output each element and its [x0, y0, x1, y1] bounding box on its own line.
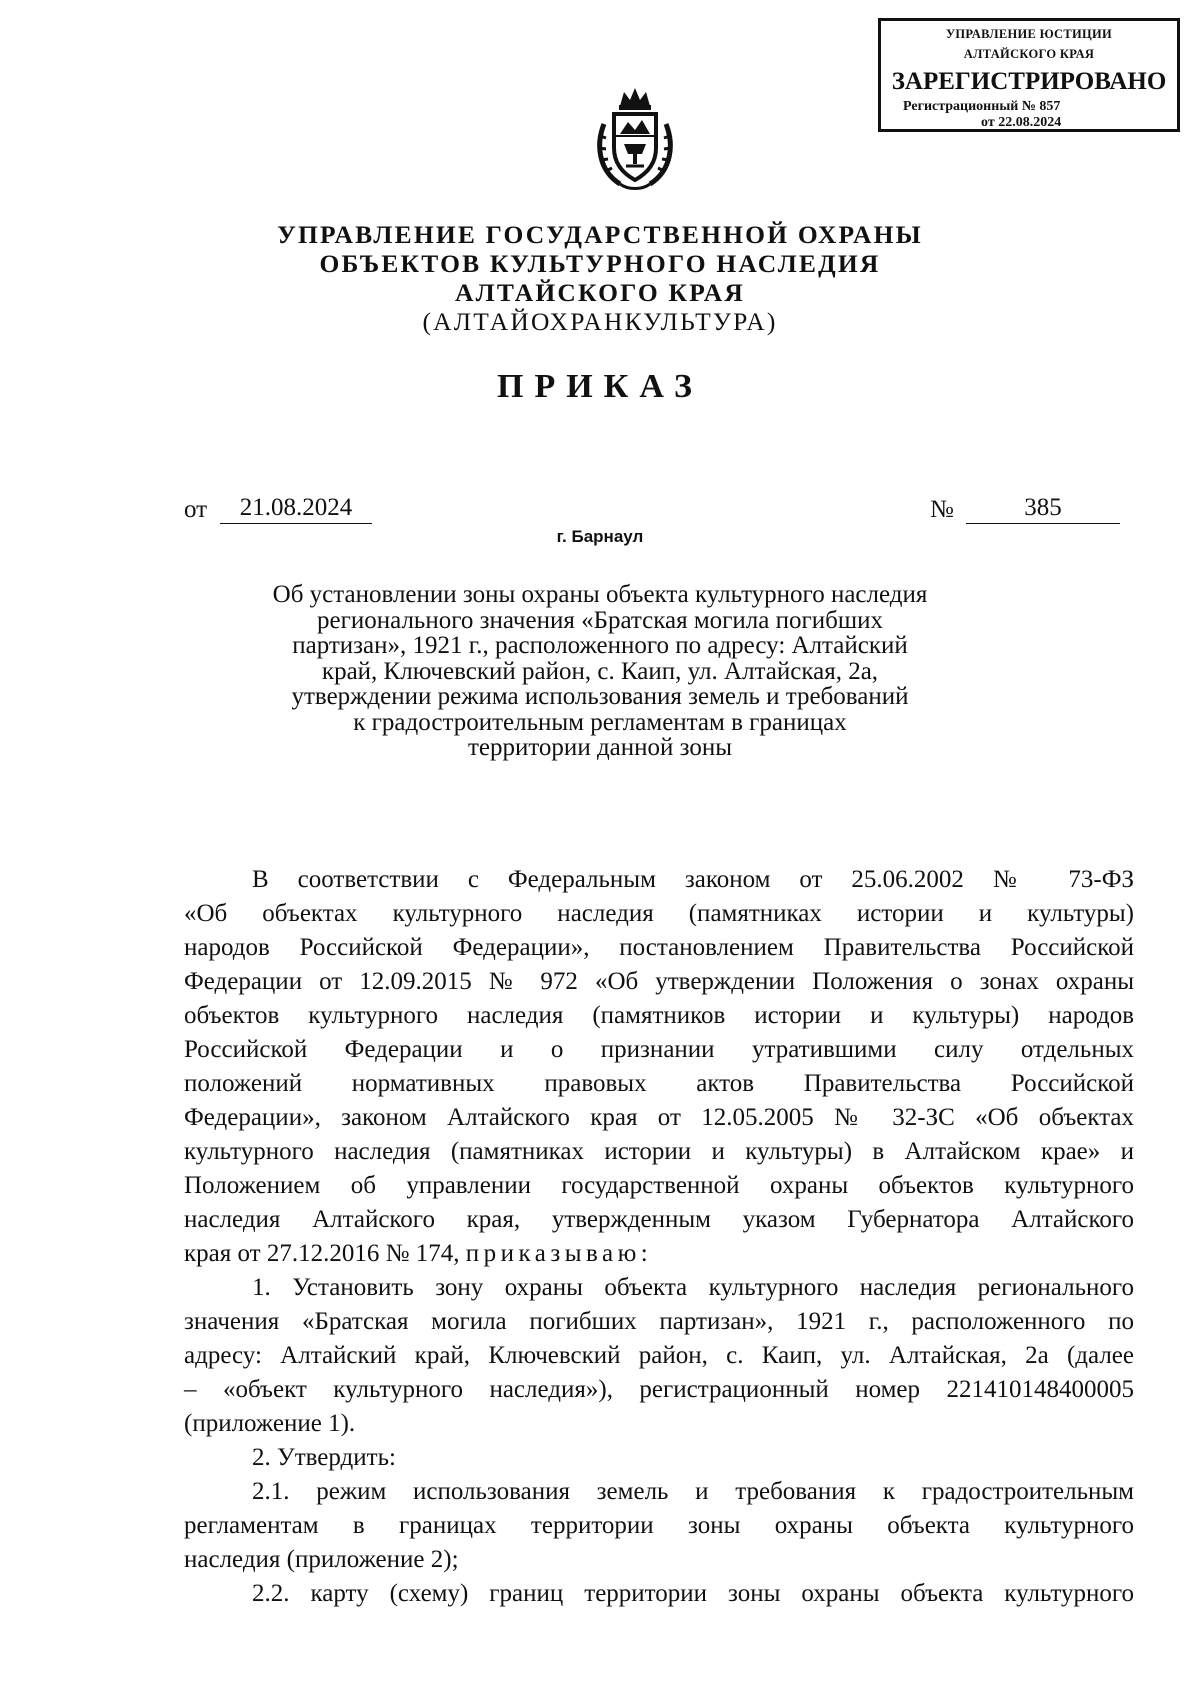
title-line: к градостроительным регламентам в границах — [353, 708, 847, 736]
title-line: территории данной зоны — [467, 734, 733, 761]
order-body — [184, 863, 1134, 1611]
title-line: край, Ключевский район, с. Каип, ул. Алтайская, 2а, — [321, 657, 879, 685]
body-line: адресу: Алтайский край, Ключевский район, с. Каип, ул. Алтайская, 2а (далее — [184, 1342, 1134, 1369]
item-2-1 — [184, 1475, 1134, 1577]
body-line: регламентам в границах территории зоны охраны объекта культурного — [184, 1512, 1134, 1539]
stamp-org-line-2: АЛТАЙСКОГО КРАЯ — [963, 47, 1095, 61]
title-line: Об установлении зоны охраны объекта культурного наследия — [272, 581, 928, 608]
order-title — [0, 582, 1200, 761]
date-label: от — [184, 496, 208, 523]
body-line: Федерации от 12.09.2015 № 972 «Об утверждении Положения о зонах охраны — [184, 968, 1134, 995]
body-line: В соответствии с Федеральным законом от 25.06.2002 № 73-ФЗ — [252, 866, 1134, 893]
body-line: культурного наследия (памятниках истории и культуры) в Алтайском крае» и — [184, 1138, 1134, 1165]
body-line: объектов культурного наследия (памятников истории и культуры) народов — [184, 1002, 1134, 1029]
body-line: – «объект культурного наследия»), регистрационный номер 221410148400005 — [184, 1376, 1134, 1403]
stamp-reg-date: от 22.08.2024 — [981, 115, 1062, 130]
body-line: 2.2. карту (схему) границ территории зоны охраны объекта культурного — [252, 1580, 1134, 1607]
document-type: ПРИКАЗ — [497, 368, 703, 405]
number-label: № — [930, 496, 954, 523]
title-line: партизан», 1921 г., расположенного по адресу: Алтайский — [292, 632, 908, 659]
registration-stamp — [878, 18, 1180, 132]
body-line: 1. Установить зону охраны объекта культурного наследия регионального — [252, 1274, 1134, 1301]
agency-line-1: УПРАВЛЕНИЕ ГОСУДАРСТВЕННОЙ ОХРАНЫ — [277, 220, 923, 249]
body-line: 2. Утвердить: — [252, 1444, 396, 1471]
item-2 — [184, 1441, 1134, 1475]
stamp-org-line-1: УПРАВЛЕНИЕ ЮСТИЦИИ — [945, 27, 1113, 41]
body-line: значения «Братская могила погибших партизан», 1921 г., расположенного по — [184, 1308, 1134, 1335]
preamble-paragraph — [184, 863, 1134, 1271]
item-2-2 — [184, 1577, 1134, 1611]
stamp-status: ЗАРЕГИСТРИРОВАНО — [891, 68, 1167, 95]
agency-line-3: АЛТАЙСКОГО КРАЯ — [455, 278, 745, 307]
body-line: положений нормативных правовых актов Правительства Российской — [184, 1070, 1134, 1097]
body-line: Федерации», законом Алтайского края от 12.05.2005 № 32-ЗС «Об объектах — [184, 1104, 1134, 1131]
body-line: Положением об управлении государственной охраны объектов культурного — [184, 1172, 1134, 1199]
body-line: наследия (приложение 2); — [184, 1546, 459, 1573]
body-line: Российской Федерации и о признании утратившими силу отдельных — [184, 1036, 1134, 1063]
body-line: народов Российской Федерации», постановлением Правительства Российской — [184, 934, 1134, 961]
order-date: 21.08.2024 — [220, 494, 372, 524]
body-line: «Об объектах культурного наследия (памятниках истории и культуры) — [184, 900, 1134, 927]
item-1 — [184, 1271, 1134, 1441]
agency-short-name: (АЛТАЙОХРАНКУЛЬТУРА) — [422, 307, 778, 336]
body-line: наследия Алтайского края, утвержденным указом Губернатора Алтайского — [184, 1206, 1134, 1233]
order-number: 385 — [966, 494, 1120, 524]
body-line: 2.1. режим использования земель и требования к градостроительным — [252, 1478, 1134, 1505]
stamp-reg-number: Регистрационный № 857 — [903, 99, 1061, 114]
preamble-last-line: края от 27.12.2016 № 174, — [184, 1240, 460, 1267]
coat-of-arms-icon — [590, 84, 680, 194]
agency-line-2: ОБЪЕКТОВ КУЛЬТУРНОГО НАСЛЕДИЯ — [319, 249, 881, 278]
body-line: (приложение 1). — [184, 1410, 356, 1437]
agency-name — [0, 220, 1200, 307]
order-keyword: приказываю: — [465, 1240, 653, 1267]
title-line: утверждении режима использования земель и требований — [291, 683, 909, 710]
city: г. Барнаул — [556, 527, 644, 546]
body-line — [184, 1237, 1134, 1271]
title-line: регионального значения «Братская могила погибших — [317, 606, 883, 634]
